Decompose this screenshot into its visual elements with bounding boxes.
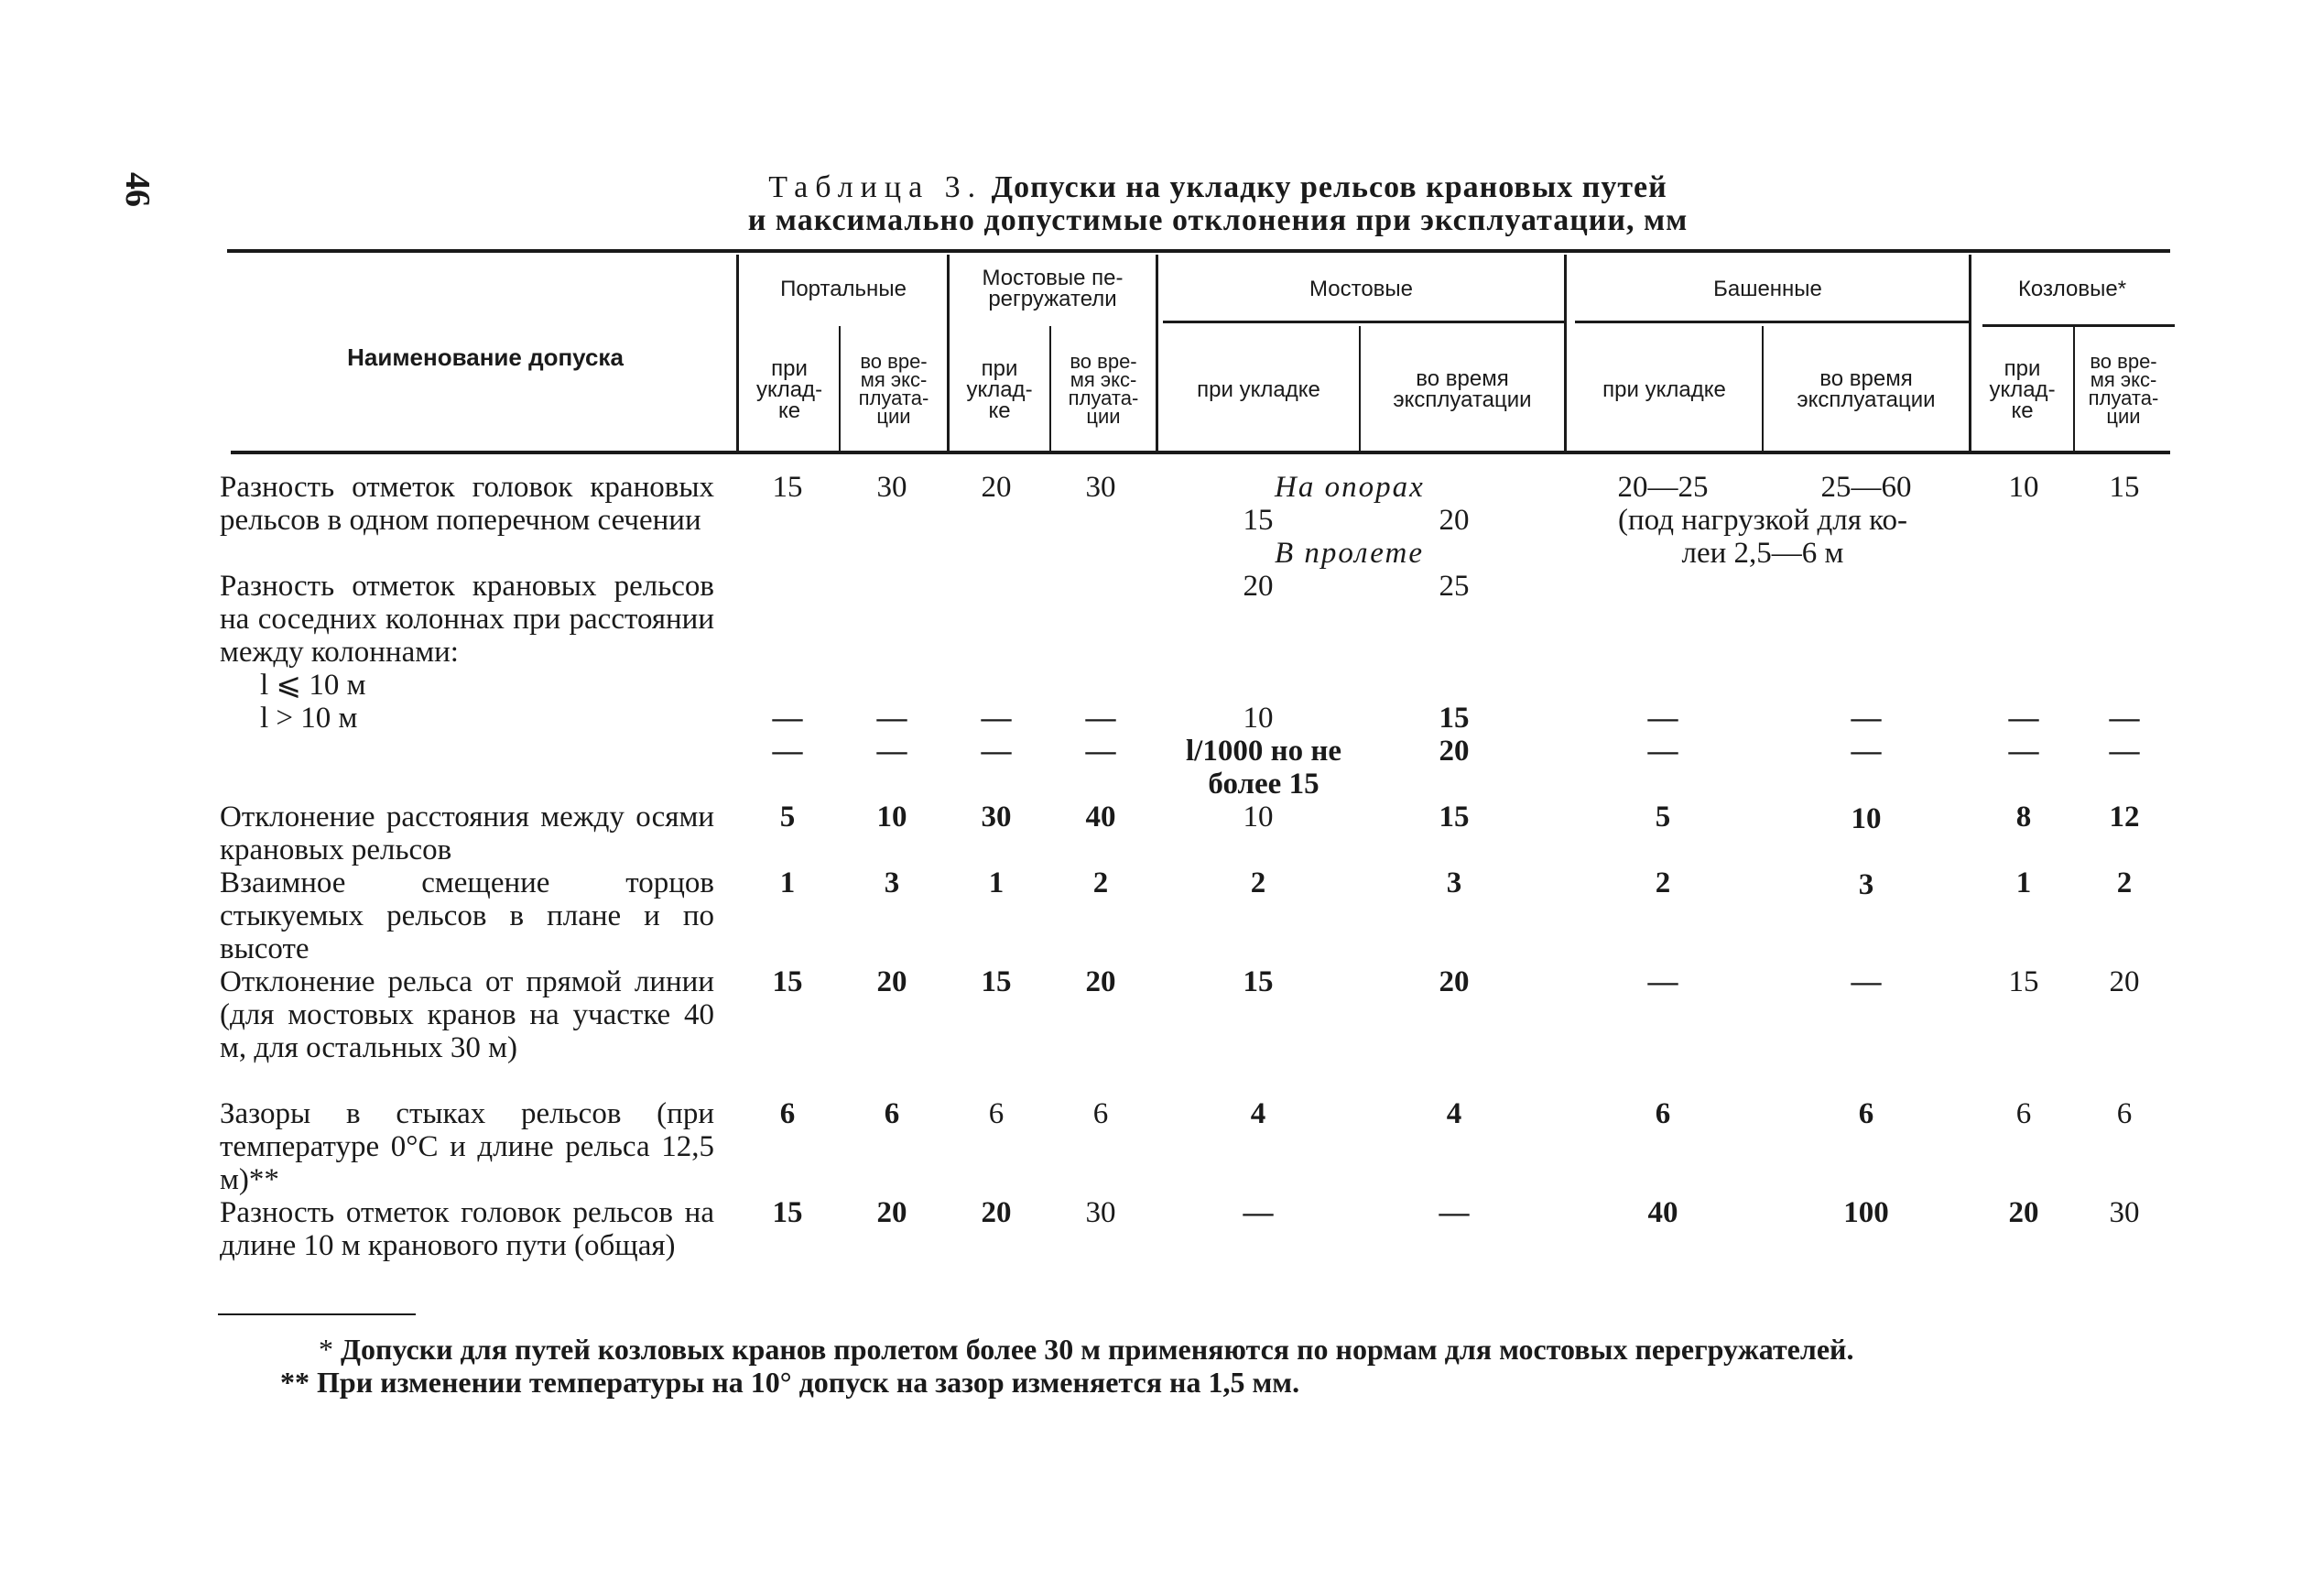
table-cell: — (1647, 702, 1678, 735)
table-cell: 15 (1439, 801, 1470, 834)
table-cell: 5 (779, 801, 796, 834)
table-cell: — (1085, 735, 1116, 768)
header-lay-portalnye: при уклад- ке (755, 355, 823, 423)
table-cell: 15 (1243, 504, 1274, 537)
header-exp-kozlovye: во вре- мя экс- плуата- ции (2088, 350, 2159, 428)
footnote-1-text: Допуски для путей козловых кранов пролетом более 30 м применяются по нормам для мостовых перегружателей. (341, 1333, 1854, 1366)
row-2-sub-1: l ⩽ 10 м (260, 669, 366, 702)
table-cell: 3 (884, 866, 900, 899)
table-title-line-1 (549, 170, 1886, 205)
table-cell: — (772, 735, 803, 768)
table-cell: 6 (988, 1097, 1005, 1130)
footnote-2-text: При изменении температуры на 10° допуск на зазор изменяется на 1,5 мм. (317, 1366, 1300, 1399)
table-cell: — (1647, 735, 1678, 768)
table-cell: 15 (1243, 965, 1274, 998)
footnote-2-mark: ** (280, 1366, 310, 1399)
table-cell: l/1000 но не более 15 (1185, 735, 1341, 801)
page-number: 46 (118, 172, 157, 207)
table-cell: — (2008, 702, 2039, 735)
table-cell: — (1085, 702, 1116, 735)
table-cell: 2 (1092, 866, 1109, 899)
table-cell: 10 (1851, 802, 1882, 835)
table-cell: 15 (772, 1196, 803, 1229)
table-cell: — (1851, 735, 1882, 768)
row-name-2-text: Разность отметок крановых рельсов на соседних колоннах при расстоянии между колоннами: (220, 570, 714, 669)
table-cell: 25—60 (1820, 471, 1912, 504)
table-cell: 6 (779, 1097, 796, 1130)
row-name-4: Взаимное смещение торцов стыкуемых рельсов в плане и по высоте (220, 866, 714, 965)
table-cell: — (1647, 965, 1678, 998)
table-cell: 100 (1843, 1196, 1889, 1229)
table-cell: — (772, 702, 803, 735)
table-cell: 12 (2109, 801, 2140, 834)
table-cell: 6 (1655, 1097, 1671, 1130)
header-exp-peregruzhateli: во вре- мя экс- плуата- ции (1068, 350, 1139, 428)
table-cell: 2 (2116, 866, 2133, 899)
table-cell: 40 (1647, 1196, 1678, 1229)
table-cell: 3 (1446, 866, 1462, 899)
column-divider (736, 255, 739, 451)
header-exp-mostovye: во время эксплуатации (1393, 366, 1532, 412)
table-top-rule (227, 249, 2170, 253)
table-cell: 15 (2109, 471, 2140, 504)
bashennye-load-note: (под нагрузкой для ко- леи 2,5—6 м (1618, 504, 1907, 570)
table-cell: 15 (2008, 965, 2039, 998)
row-name-3: Отклонение расстояния между осями крановых рельсов (220, 801, 714, 866)
row-name-5: Отклонение рельса от прямой линии (для мостовых кранов на участке 40 м, для остальных 30 м) (220, 965, 714, 1064)
table-cell: 10 (876, 801, 907, 834)
row-name-1: Разность отметок головок крановых рельсов в одном поперечном сечении (220, 471, 714, 537)
table-cell: — (876, 735, 907, 768)
footnote-rule (218, 1313, 416, 1315)
table-cell: 2 (1250, 866, 1266, 899)
group-underline (1575, 321, 1969, 323)
table-cell: 20 (1439, 504, 1470, 537)
table-cell: 15 (772, 471, 803, 504)
table-label: Таблица 3. (768, 170, 983, 204)
row-2-sub-2: l > 10 м (260, 702, 358, 735)
header-name-column: Наименование допуска (347, 343, 624, 371)
header-group-mostovye-peregruzhateli: Мостовые пе- регружатели (982, 266, 1124, 311)
table-cell: 20 (981, 471, 1012, 504)
row-name-6: Зазоры в стыках рельсов (при температуре 0°С и длине рельса 12,5 м)** (220, 1097, 714, 1196)
table-cell: — (1439, 1196, 1470, 1229)
header-group-bashennye: Башенные (1713, 276, 1822, 301)
table-cell: 10 (1243, 702, 1274, 735)
group-underline (1982, 324, 2175, 327)
table-cell: 1 (2015, 866, 2032, 899)
table-cell: 10 (2008, 471, 2039, 504)
table-cell: 1 (988, 866, 1005, 899)
table-cell: 20 (1439, 735, 1470, 768)
table-cell: 6 (2015, 1097, 2032, 1130)
footnote-2 (280, 1367, 1299, 1398)
table-cell: 20 (1439, 965, 1470, 998)
table-cell: 20 (2008, 1196, 2039, 1229)
table-cell: 6 (1858, 1097, 1874, 1130)
table-cell: — (2109, 702, 2140, 735)
table-cell: 15 (1439, 702, 1470, 735)
header-lay-mostovye: при укладке (1197, 376, 1320, 402)
table-cell: 20 (1243, 570, 1274, 603)
table-header-bottom-rule (231, 451, 2170, 454)
header-group-kozlovye: Козловые* (2017, 276, 2127, 301)
mostovye-note-in-span: В пролете (1275, 537, 1424, 570)
footnote-1-mark: * (319, 1333, 333, 1366)
table-cell: — (876, 702, 907, 735)
table-cell: 40 (1085, 801, 1116, 834)
table-cell: 30 (1085, 1196, 1116, 1229)
table-cell: — (2008, 735, 2039, 768)
table-cell: 30 (876, 471, 907, 504)
table-cell: 15 (981, 965, 1012, 998)
table-cell: 10 (1243, 801, 1274, 834)
table-cell: 20 (876, 1196, 907, 1229)
table-cell: 2 (1655, 866, 1671, 899)
table-cell: — (1851, 702, 1882, 735)
footnote-1 (319, 1334, 1853, 1365)
table-cell: 6 (884, 1097, 900, 1130)
table-cell: 8 (2015, 801, 2032, 834)
header-exp-bashennye: во время эксплуатации (1797, 366, 1936, 412)
header-exp-portalnye: во вре- мя экс- плуата- ции (858, 350, 929, 428)
table-cell: 6 (1092, 1097, 1109, 1130)
table-cell: 20 (981, 1196, 1012, 1229)
table-cell: 30 (1085, 471, 1116, 504)
table-cell: 4 (1250, 1097, 1266, 1130)
table-cell: 3 (1858, 868, 1874, 901)
header-lay-bashennye: при укладке (1602, 376, 1726, 402)
table-cell: — (981, 702, 1012, 735)
table-cell: 30 (2109, 1196, 2140, 1229)
group-underline (1163, 321, 1564, 323)
header-group-mostovye: Мостовые (1309, 276, 1414, 301)
table-cell: 20—25 (1617, 471, 1709, 504)
table-title-text: Допуски на укладку рельсов крановых путей (991, 170, 1667, 204)
table-cell: 20 (2109, 965, 2140, 998)
header-group-portalnye: Портальные (780, 276, 907, 301)
table-cell: — (1243, 1196, 1274, 1229)
table-title-line-2: и максимально допустимые отклонения при эксплуатации, мм (747, 203, 1689, 237)
table-cell: 20 (1085, 965, 1116, 998)
table-cell: 25 (1439, 570, 1470, 603)
table-cell: 6 (2116, 1097, 2133, 1130)
table-cell: 5 (1655, 801, 1671, 834)
table-cell: 15 (772, 965, 803, 998)
header-lay-kozlovye: при уклад- ке (1989, 355, 2056, 423)
table-cell: — (2109, 735, 2140, 768)
table-cell: 30 (981, 801, 1012, 834)
row-name-7: Разность отметок головок рельсов на длине 10 м кранового пути (общая) (220, 1196, 714, 1262)
table-cell: — (1851, 965, 1882, 998)
row-name-2 (220, 570, 714, 735)
table-cell: 20 (876, 965, 907, 998)
table-cell: 4 (1446, 1097, 1462, 1130)
header-lay-peregruzhateli: при уклад- ке (966, 355, 1033, 423)
mostovye-note-on-supports: На опорах (1275, 471, 1425, 504)
table-cell: 1 (779, 866, 796, 899)
table-cell: — (981, 735, 1012, 768)
